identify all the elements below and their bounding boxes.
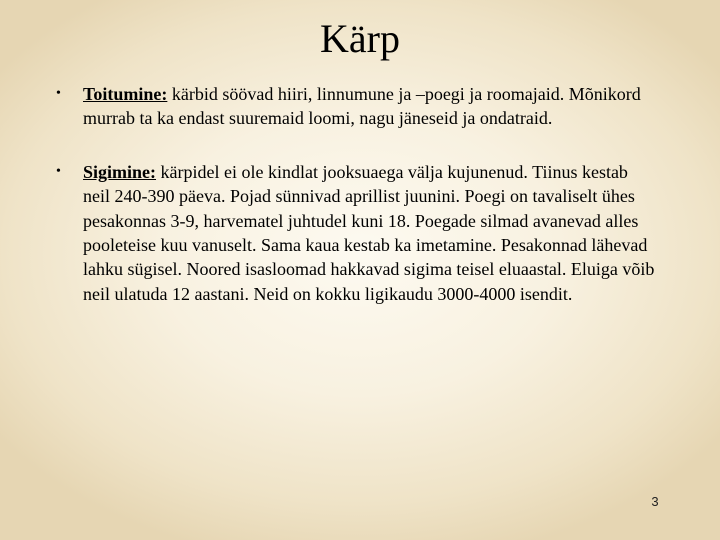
bullet-marker: • [56, 163, 61, 179]
bullet-text: kärbid söövad hiiri, linnumune ja –poegi ja roomajaid. Mõnikord murrab ta ka endast suuremaid loomi, nagu jäneseid ja ondatraid. [83, 84, 641, 129]
bullet-term: Sigimine: [83, 161, 157, 182]
page-number: 3 [651, 494, 659, 509]
bullet-term: Toitumine: [83, 84, 168, 104]
bullet-item-toitumine [56, 82, 656, 131]
bullet-marker: • [56, 86, 61, 101]
bullet-text: kärpidel ei ole kindlat jooksuaega välja kujunenud. Tiinus kestab neil 240-390 päeva. Pojad sünnivad aprillist juunini. Poegi on tavaliselt ühes pesakonnas 3-9, harvematel juhtudel kuni 18. Poegade silmad avanevad alles pooleteise kuu vanuselt. Sama kaua kestab ka imetamine. Pesakonnad lähevad lahku sügisel. Noored isasloomad hakkavad sigima teisel eluaastal. Eluiga võib neil ulatuda 12 aastani. Neid on kokku ligikaudu 3000-4000 isendit. [83, 161, 655, 304]
bullet-item-sigimine [56, 160, 656, 306]
bullet-list [56, 82, 656, 335]
slide-title: Kärp [320, 16, 400, 61]
